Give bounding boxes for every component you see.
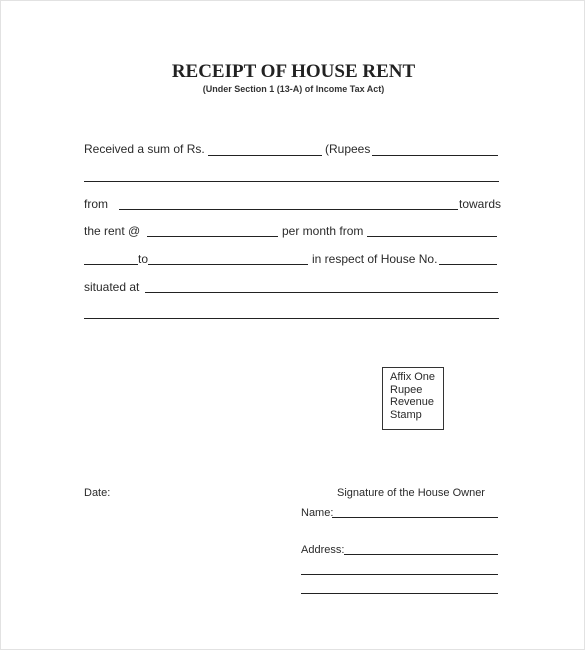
owner-address-line-2[interactable] — [301, 574, 498, 575]
house-no-label: in respect of House No. — [312, 252, 438, 266]
from-label: from — [84, 197, 108, 211]
amount-words-line[interactable] — [372, 155, 498, 156]
owner-name-line[interactable] — [332, 517, 498, 518]
situated-address-continued-line[interactable] — [84, 318, 499, 319]
date-label: Date: — [84, 487, 111, 499]
period-start-continued-line[interactable] — [84, 264, 138, 265]
amount-words-continued-line[interactable] — [84, 181, 499, 182]
house-no-line[interactable] — [439, 264, 497, 265]
period-start-line[interactable] — [367, 236, 497, 237]
amount-rs-line[interactable] — [208, 155, 322, 156]
stamp-line: Affix One — [390, 371, 436, 383]
address-label: Address: — [301, 544, 345, 556]
stamp-line: Rupee — [390, 383, 423, 396]
rent-rate-line[interactable] — [147, 236, 278, 237]
rupees-label: (Rupees — [325, 142, 371, 156]
situated-address-line[interactable] — [145, 292, 498, 293]
owner-address-line-3[interactable] — [301, 593, 498, 594]
stamp-line: Stamp — [390, 408, 422, 421]
situated-at-label: situated at — [84, 280, 140, 294]
document-subtitle: (Under Section 1 (13-A) of Income Tax Act) — [202, 84, 385, 94]
signature-label: Signature of the House Owner — [337, 487, 485, 499]
per-month-from-label: per month from — [282, 224, 364, 238]
rent-rate-label: the rent @ — [84, 224, 141, 238]
tenant-name-line[interactable] — [119, 209, 458, 210]
revenue-stamp-text — [390, 371, 435, 421]
document-title: RECEIPT OF HOUSE RENT — [171, 61, 416, 82]
revenue-stamp-box — [382, 367, 444, 430]
period-end-line[interactable] — [148, 264, 308, 265]
received-sum-label: Received a sum of Rs. — [84, 142, 205, 156]
owner-address-line[interactable] — [344, 554, 498, 555]
towards-label: towards — [459, 197, 502, 211]
to-label: to — [138, 252, 149, 266]
name-label: Name: — [301, 507, 334, 519]
stamp-line: Revenue — [390, 396, 435, 408]
